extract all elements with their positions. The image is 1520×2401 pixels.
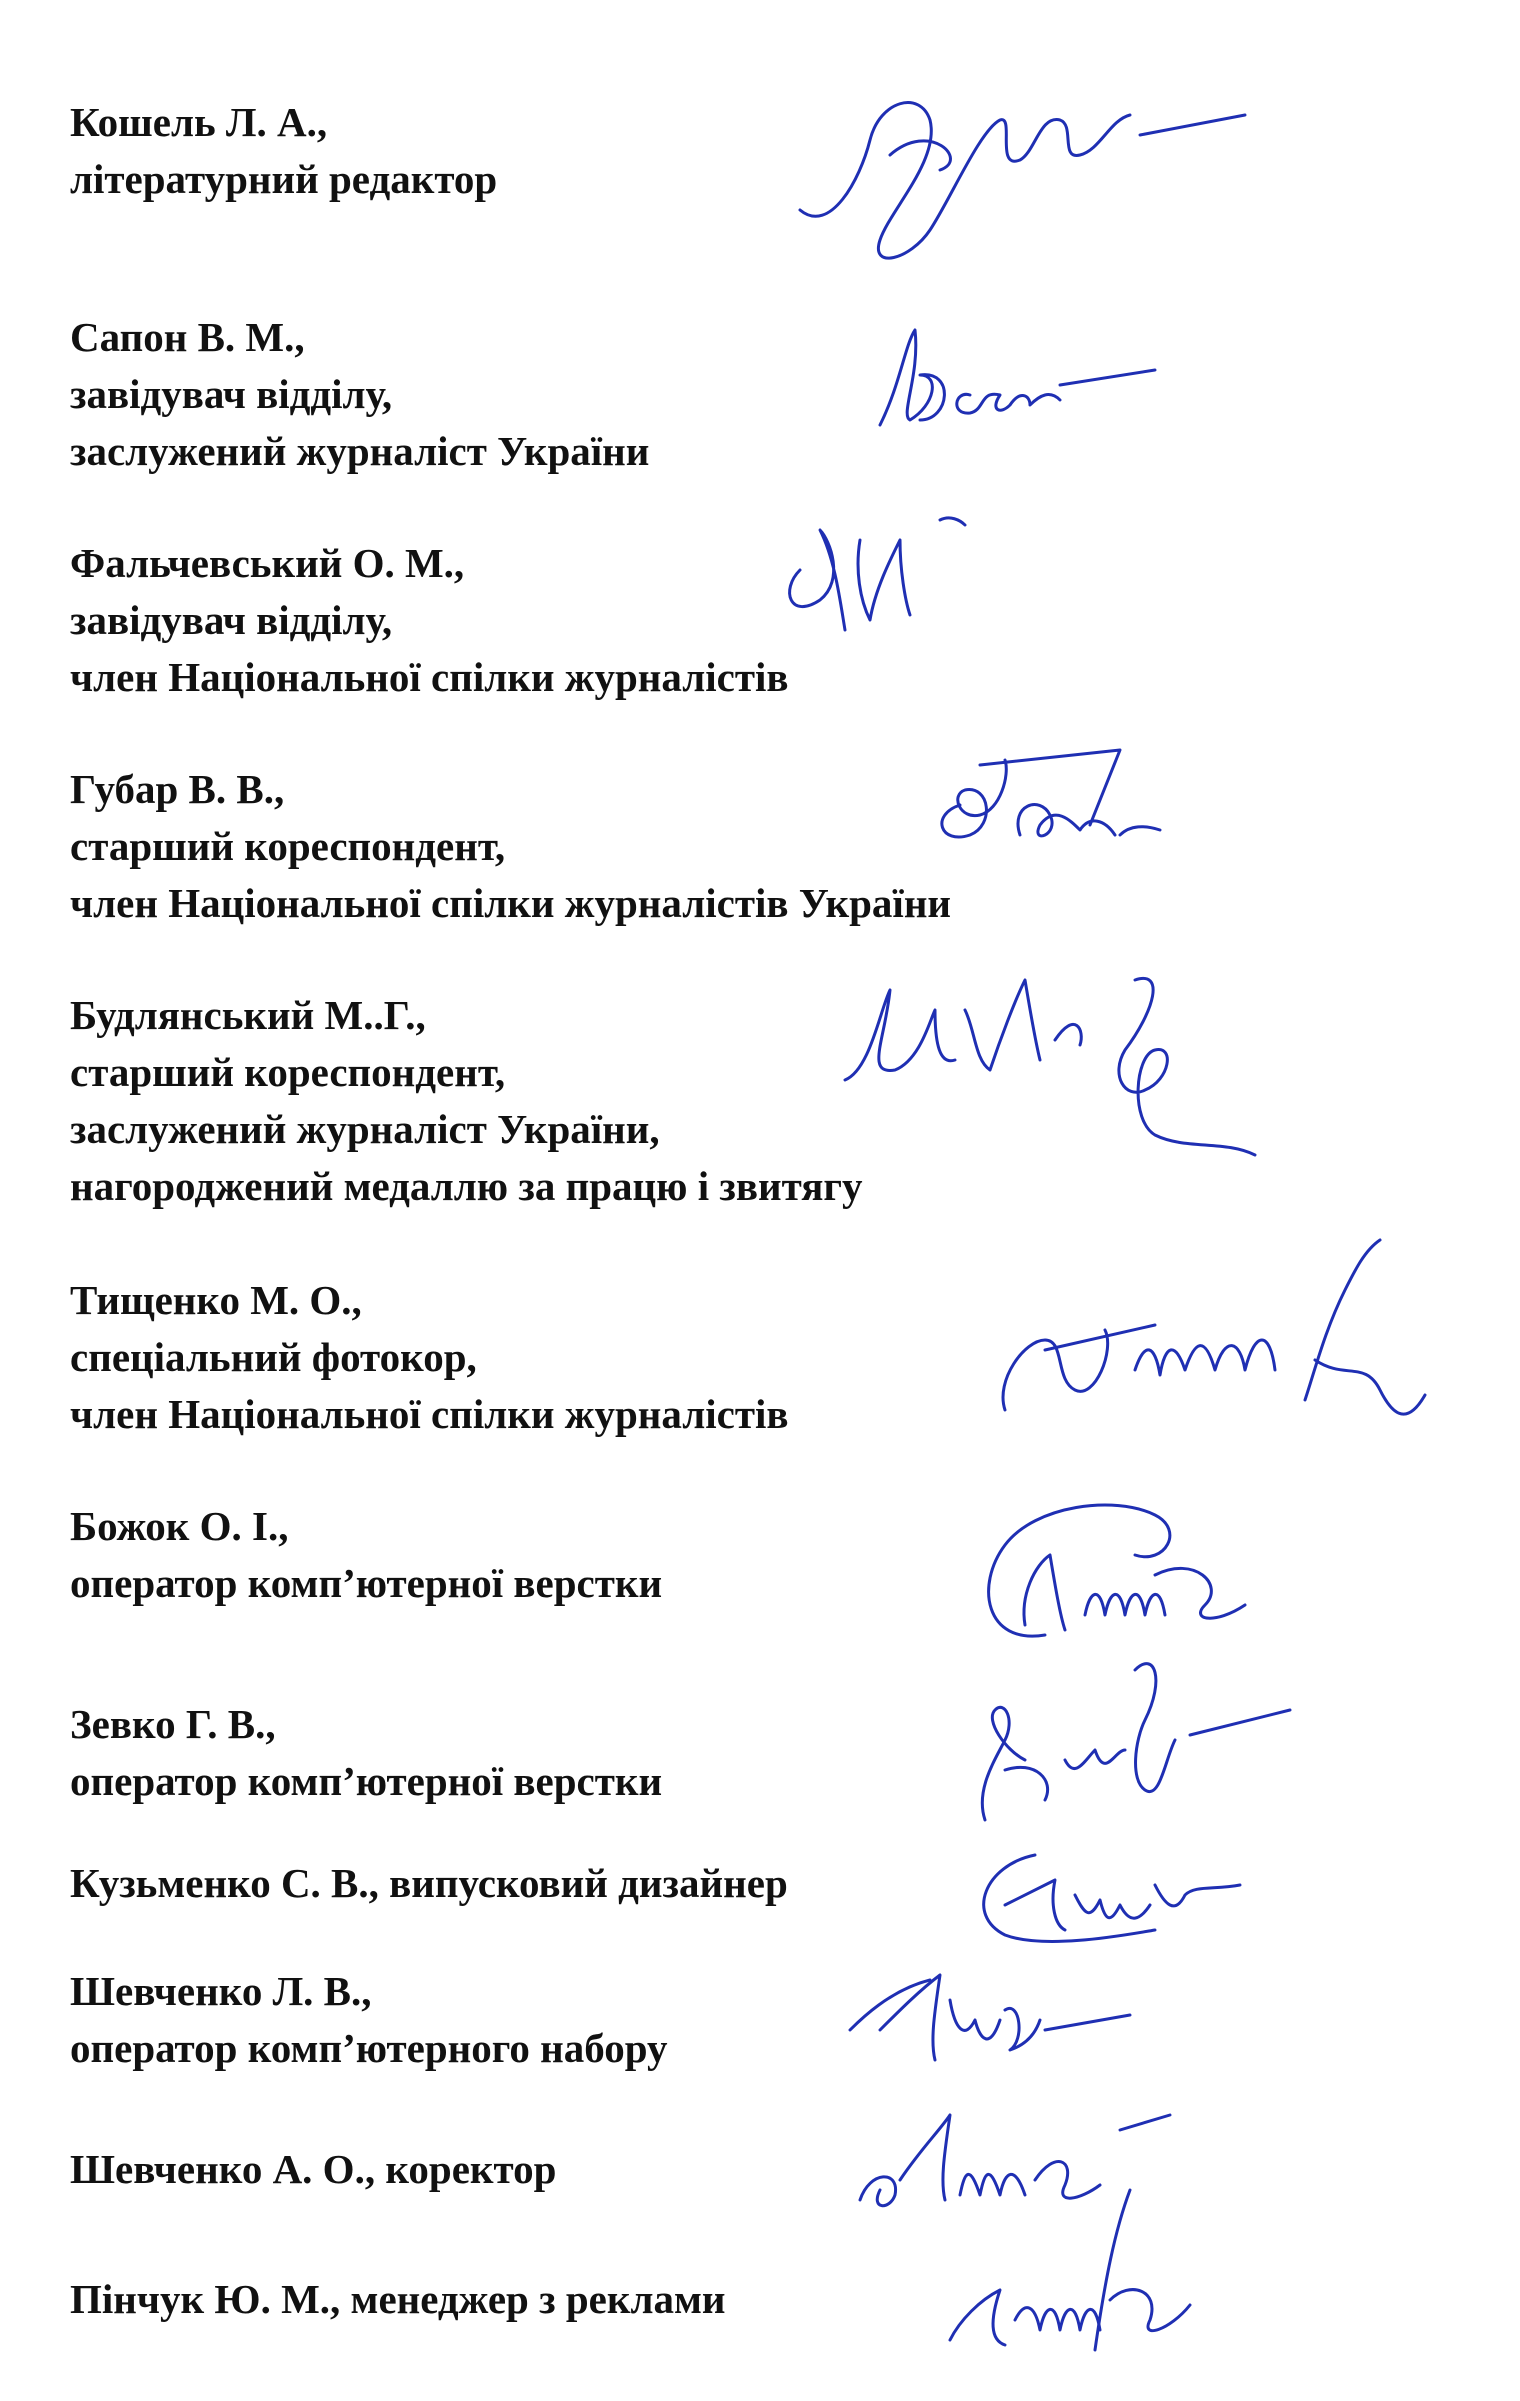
staff-role: завідувач відділу, xyxy=(70,371,393,417)
staff-role: спеціальний фотокор, xyxy=(70,1334,477,1380)
signature-budlianskyi xyxy=(825,950,1285,1210)
staff-name: Шевченко Л. В., xyxy=(70,1968,372,2014)
staff-entry xyxy=(70,2271,726,2328)
signature-shevchenko-l xyxy=(840,1960,1140,2080)
signature-sapon xyxy=(860,315,1160,445)
staff-name-role: Шевченко А. О., коректор xyxy=(70,2146,557,2192)
signature-falchevskyi xyxy=(760,500,1000,650)
staff-title: член Національної спілки журналістів xyxy=(70,654,789,700)
staff-entry xyxy=(70,987,863,1215)
staff-entry xyxy=(70,94,497,208)
staff-name: Фальчевський О. М., xyxy=(70,540,465,586)
signature-koshel xyxy=(790,60,1250,310)
signature-zevko xyxy=(945,1640,1295,1840)
staff-role: оператор комп’ютерної верстки xyxy=(70,1758,663,1804)
staff-name: Зевко Г. В., xyxy=(70,1701,276,1747)
staff-role: оператор комп’ютерної верстки xyxy=(70,1560,663,1606)
staff-entry xyxy=(70,2141,556,2198)
staff-role: оператор комп’ютерного набору xyxy=(70,2025,668,2071)
staff-entry xyxy=(70,1963,667,2077)
staff-name: Губар В. В., xyxy=(70,766,285,812)
staff-award: нагороджений медаллю за працю і звитягу xyxy=(70,1163,863,1209)
staff-title: заслужений журналіст України xyxy=(70,428,650,474)
signature-bozhok xyxy=(965,1475,1285,1665)
staff-role: старший кореспондент, xyxy=(70,823,506,869)
staff-entry xyxy=(70,1855,788,1912)
staff-entry xyxy=(70,1272,789,1443)
staff-title: член Національної спілки журналістів xyxy=(70,1391,789,1437)
staff-title: член Національної спілки журналістів України xyxy=(70,880,952,926)
staff-role: старший кореспондент, xyxy=(70,1049,506,1095)
staff-name-role: Пінчук Ю. М., менеджер з реклами xyxy=(70,2276,726,2322)
staff-entry xyxy=(70,535,789,706)
staff-entry xyxy=(70,309,649,480)
staff-name-role: Кузьменко С. В., випусковий дизайнер xyxy=(70,1860,788,1906)
staff-entry xyxy=(70,761,951,932)
signature-kuzmenko xyxy=(965,1825,1265,1955)
signature-hubar xyxy=(920,725,1180,895)
staff-name: Будлянський М..Г., xyxy=(70,992,426,1038)
signature-tyshchenko xyxy=(985,1230,1435,1450)
staff-name: Тищенко М. О., xyxy=(70,1277,362,1323)
staff-entry xyxy=(70,1696,662,1810)
staff-title: заслужений журналіст України, xyxy=(70,1106,660,1152)
staff-name: Сапон В. М., xyxy=(70,314,305,360)
staff-name: Божок О. І., xyxy=(70,1503,289,1549)
staff-entry xyxy=(70,1498,662,1612)
staff-name: Кошель Л. А., xyxy=(70,99,328,145)
staff-role: літературний редактор xyxy=(70,156,498,202)
staff-role: завідувач відділу, xyxy=(70,597,393,643)
signature-pinchuk xyxy=(930,2180,1240,2370)
